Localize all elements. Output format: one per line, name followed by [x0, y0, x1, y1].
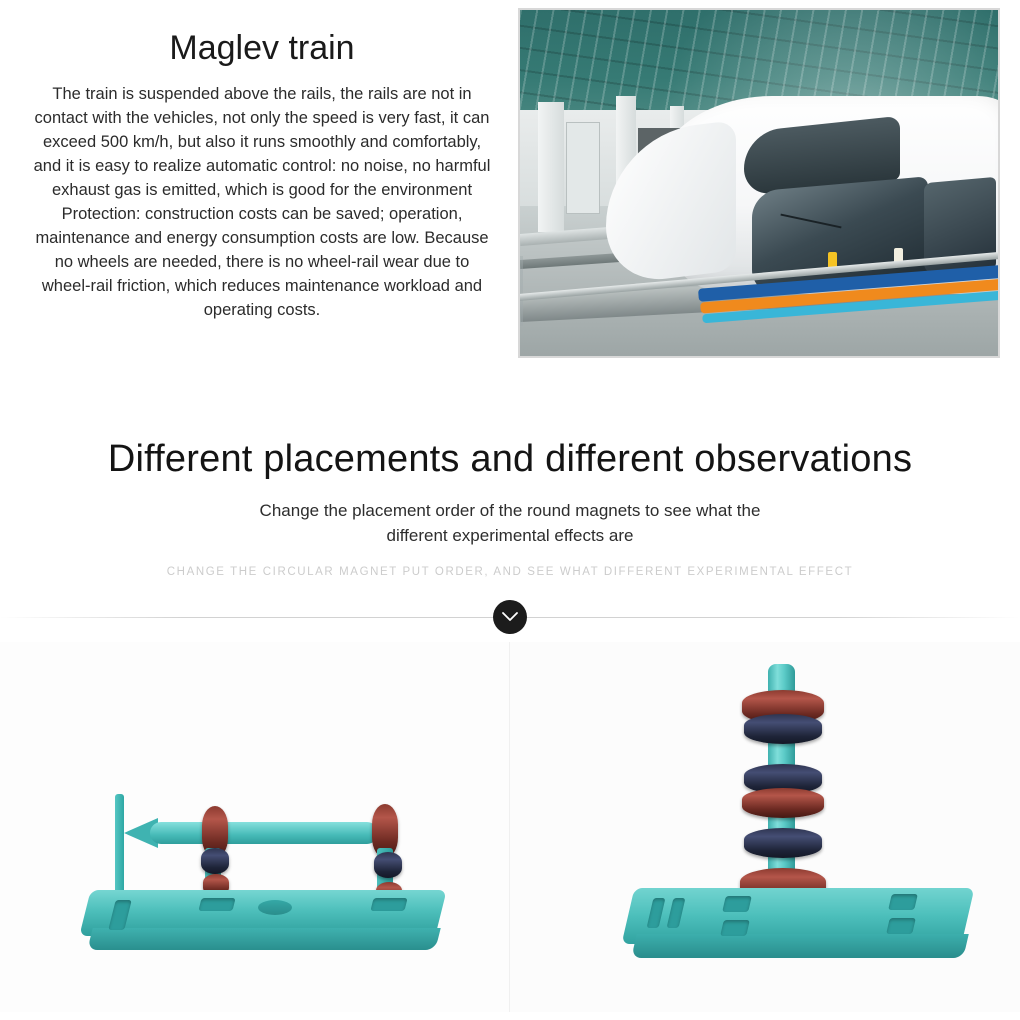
station-door [566, 122, 600, 214]
magnet-ring-dark [201, 848, 229, 874]
magnet-ring-dark [374, 852, 402, 878]
base-slot [722, 896, 752, 912]
chevron-down-icon [493, 600, 527, 634]
base-slot [720, 920, 750, 936]
maglev-train-photo [518, 8, 1000, 358]
maglev-text-block [22, 30, 502, 323]
maglev-description: The train is suspended above the rails, the rails are not in contact with the vehicles, not only the speed is very fast, it can exceed 500 km/h, but also it runs smoothly and comfortably, and it is easy to realize automatic control: no noise, no harmful exhaust gas is emitted, which is good for the environment Protection: construction costs can be saved; operation, maintenance and energy consumption costs are low. Because no wheels are needed, there is no wheel-rail wear due to wheel-rail friction, which reduces maintenance workload and operating costs. [33, 85, 491, 319]
base-slot [888, 894, 918, 910]
base-plate-front [631, 934, 969, 958]
base-slot [198, 898, 235, 911]
magnet-ring-dark [744, 828, 822, 858]
placements-heading-section [0, 390, 1020, 642]
magnet-ring [742, 788, 824, 818]
section-divider [0, 592, 1020, 642]
section-subtitle: Change the placement order of the round magnets to see what the different experimental effects are [259, 501, 761, 545]
base-slot [886, 918, 916, 934]
photo-scene [520, 10, 998, 356]
base-plate-front [87, 928, 440, 950]
section-title: Different placements and different observations [107, 438, 913, 480]
magnet-ring-dark [744, 714, 822, 744]
left-demo-photo [0, 642, 510, 1012]
page-title: Maglev train [169, 29, 355, 67]
vertical-stand [115, 794, 124, 902]
horizontal-rod [150, 822, 378, 844]
section-faint-caption: CHANGE THE CIRCULAR MAGNET PUT ORDER, AND SEE WHAT DIFFERENT EXPERIMENTAL EFFECT [166, 566, 854, 579]
demo-photos-section [0, 642, 1020, 1012]
base-slot [370, 898, 407, 911]
station-column [538, 102, 564, 232]
maglev-intro-section [0, 0, 1020, 390]
right-demo-photo [510, 642, 1020, 1012]
